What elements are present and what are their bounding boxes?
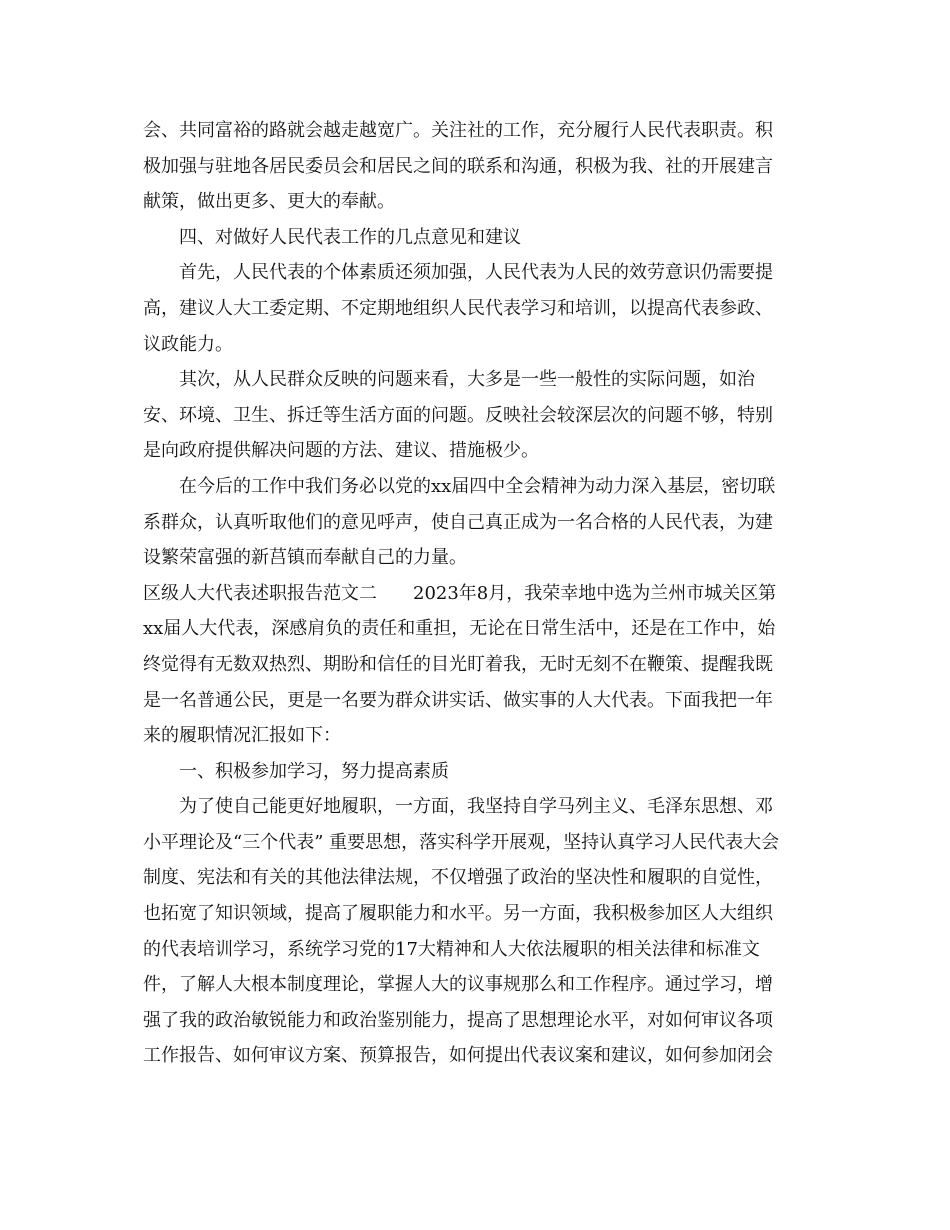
text-line: 献策，做出更多、更大的奉献。: [143, 191, 395, 213]
text-line: 终觉得有无数双热烈、期盼和信任的目光盯着我，无时无刻不在鞭策、提醒我既: [143, 653, 773, 675]
text-line: 议政能力。: [143, 333, 233, 355]
text-line: 四、对做好人民代表工作的几点意见和建议: [179, 226, 521, 248]
text-line: 制度、宪法和有关的其他法律法规，不仅增强了政治的坚决性和履职的自觉性，: [143, 867, 773, 889]
text-line: 的代表培训学习，系统学习党的17大精神和人大依法履职的相关法律和标准文: [143, 938, 760, 960]
text-line: 首先，人民代表的个体素质还须加强，人民代表为人民的效劳意识仍需要提: [179, 262, 773, 284]
text-line: 高，建议人大工委定期、不定期地组织人民代表学习和培训，以提高代表参政、: [143, 297, 773, 319]
text-line: 也拓宽了知识领域，提高了履职能力和水平。另一方面，我积极参加区人大组织: [143, 903, 773, 925]
text-line: 强了我的政治敏锐能力和政治鉴别能力，提高了思想理论水平，对如何审议各项: [143, 1009, 773, 1031]
text-line: 系群众，认真听取他们的意见呼声，使自己真正成为一名合格的人民代表，为建: [143, 511, 773, 533]
text-line: 是向政府提供解决问题的方法、建议、措施极少。: [143, 440, 539, 462]
text-line: 件，了解人大根本制度理论，掌握人大的议事规那么和工作程序。通过学习，增: [143, 974, 773, 996]
text-line: 工作报告、如何审议方案、预算报告，如何提出代表议案和建议，如何参加闭会: [143, 1045, 773, 1067]
text-line: 来的履职情况汇报如下：: [143, 725, 341, 747]
document-body: [143, 113, 803, 1074]
text-line: 区级人大代表述职报告范文二 2023年8月，我荣幸地中选为兰州市城关区第: [143, 582, 777, 604]
text-line: 会、共同富裕的路就会越走越宽广。关注社的工作，充分履行人民代表职责。积: [143, 120, 773, 141]
text-line: 是一名普通公民，更是一名要为群众讲实话、做实事的人大代表。下面我把一年: [143, 689, 773, 711]
text-line: 设繁荣富强的新莒镇而奉献自己的力量。: [143, 547, 467, 569]
text-line: xx届人大代表，深感肩负的责任和重担，无论在日常生活中，还是在工作中，始: [143, 618, 776, 640]
text-line: 一、积极参加学习，努力提高素质: [179, 760, 449, 782]
text-line: 为了使自己能更好地履职，一方面，我坚持自学马列主义、毛泽东思想、邓: [179, 796, 773, 818]
text-line: 小平理论及“三个代表” 重要思想，落实科学开展观，坚持认真学习人民代表大会: [143, 831, 780, 853]
text-line: 极加强与驻地各居民委员会和居民之间的联系和沟通，积极为我、社的开展建言: [143, 155, 773, 177]
text-line: 安、环境、卫生、拆迁等生活方面的问题。反映社会较深层次的问题不够，特别: [143, 404, 773, 426]
text-line: 在今后的工作中我们务必以党的xx届四中全会精神为动力深入基层，密切联: [179, 475, 776, 497]
text-line: 其次，从人民群众反映的问题来看，大多是一些一般性的实际问题，如治: [179, 369, 755, 391]
